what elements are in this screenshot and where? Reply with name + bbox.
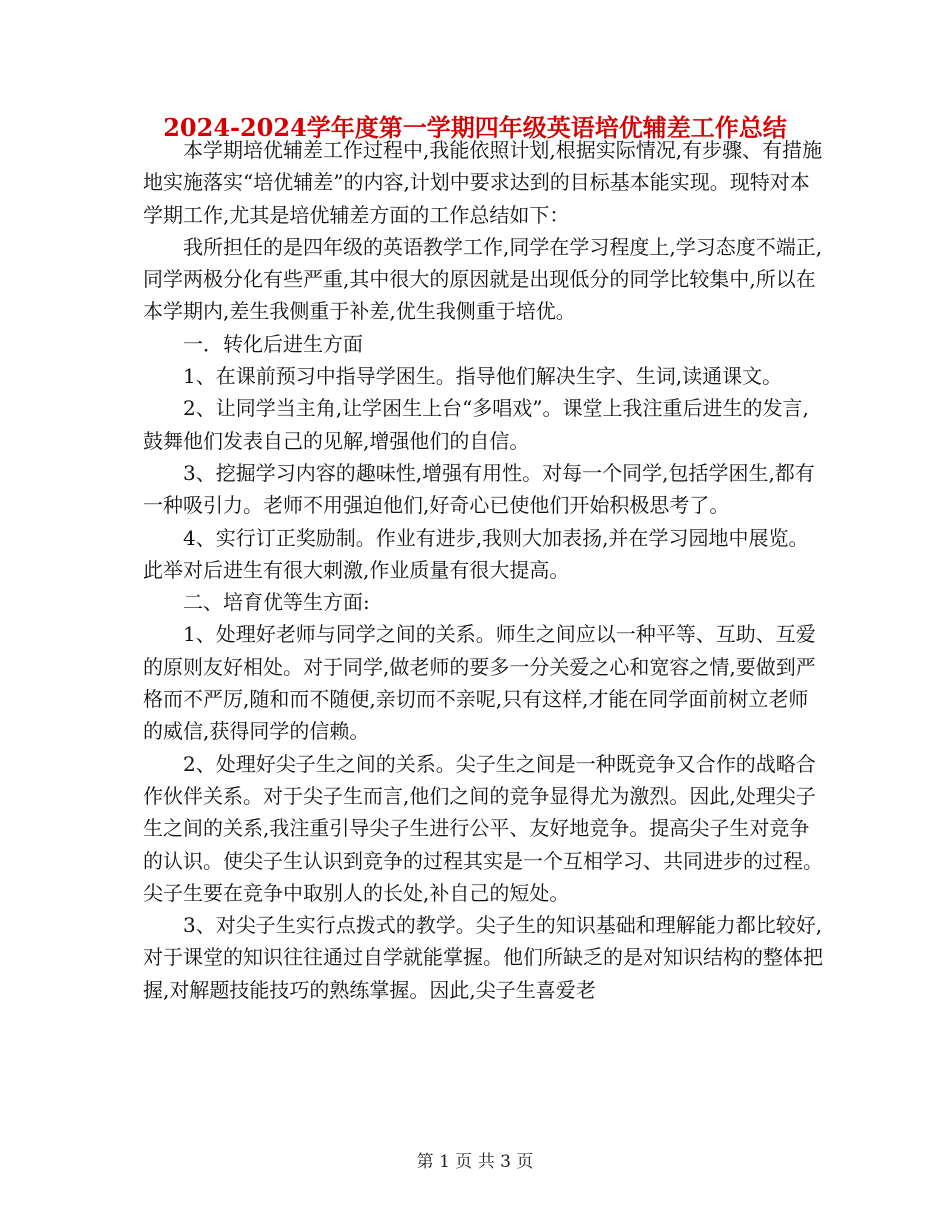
paragraph-item: 4、实行订正奖励制。作业有进步,我则大加表扬,并在学习园地中展览。此举对后进生有很大刺激,作业质量有很大提高。 [143, 525, 809, 582]
paragraph-item: 2、处理好尖子生之间的关系。尖子生之间是一种既竞争又合作的战略合作伙伴关系。对于尖子生而言,他们之间的竞争显得尤为激烈。因此,处理尖子生之间的关系,我注重引导尖子生进行公平、友好地竞争。提高尖子生对竞争的认识。使尖子生认识到竞争的过程其实是一个互相学习、共同进步的过程。尖子生要在竞争中取别人的长处,补自己的短处。 [143, 751, 823, 905]
document-title: 2024-2024学年度第一学期四年级英语培优辅差工作总结 [163, 113, 787, 142]
paragraph-item: 1、处理好老师与同学之间的关系。师生之间应以一种平等、互助、互爱的原则友好相处。对于同学,做老师的要多一分关爱之心和宽容之情,要做到严格而不严厉,随和而不随便,亲切而不亲呢,只有这样,才能在同学面前树立老师的威信,获得同学的信赖。 [143, 622, 816, 744]
page-footer: 第 1 页 共 3 页 [416, 1152, 534, 1172]
section-heading-struggling-students: 一．转化后进生方面 [183, 331, 363, 356]
document-body [143, 134, 823, 1006]
paragraph-item: 1、在课前预习中指导学困生。指导他们解决生字、生词,读通课文。 [183, 364, 783, 389]
paragraph-item: 3、挖掘学习内容的趣味性,增强有用性。对每一个同学,包括学困生,都有一种吸引力。老师不用强迫他们,好奇心已使他们开始积极思考了。 [143, 460, 815, 518]
section-heading-top-students: 二、培育优等生方面: [183, 590, 370, 615]
paragraph-intro: 本学期培优辅差工作过程中,我能依照计划,根据实际情况,有步骤、有措施地实施落实“培优辅差”的内容,计划中要求达到的目标基本能实现。现特对本学期工作,尤其是培优辅差方面的工作总结如下： [143, 138, 823, 227]
paragraph-item: 3、对尖子生实行点拨式的教学。尖子生的知识基础和理解能力都比较好,对于课堂的知识往往通过自学就能掌握。他们所缺乏的是对知识结构的整体把握,对解题技能技巧的熟练掌握。因此,尖子生喜爱老 [143, 913, 823, 1002]
paragraph-item: 2、让同学当主角,让学困生上台“多唱戏”。课堂上我注重后进生的发言,鼓舞他们发表自己的见解,增强他们的自信。 [143, 396, 809, 453]
paragraph-background: 我所担任的是四年级的英语教学工作,同学在学习程度上,学习态度不端正,同学两极分化有些严重,其中很大的原因就是出现低分的同学比较集中,所以在本学期内,差生我侧重于补差,优生我侧重于培优。 [143, 234, 823, 324]
